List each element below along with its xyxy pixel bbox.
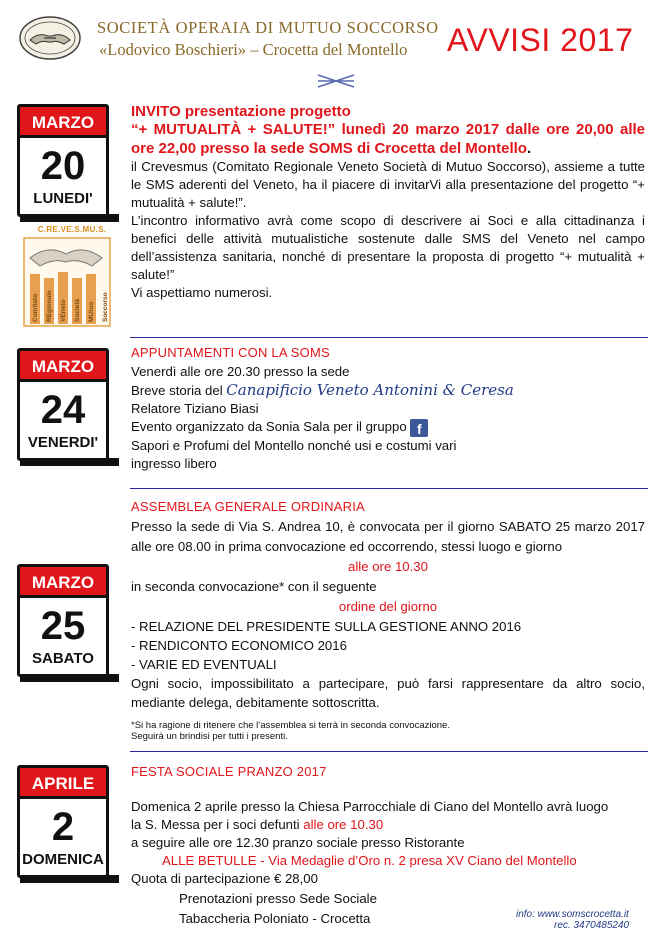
event-line: Venerdì alle ore 20.30 presso la sede (131, 364, 350, 379)
calendar-march-24 (17, 348, 109, 461)
svg-text:MUtuo: MUtuo (88, 301, 95, 322)
facebook-icon[interactable]: f (410, 419, 428, 437)
svg-text:Comitato: Comitato (32, 293, 39, 322)
calendar-weekday: VENERDI' (27, 434, 99, 451)
agenda-title: ordine del giorno (338, 599, 438, 614)
crevesmus-label: C.RE.VE.S.MU.S. (37, 225, 107, 234)
soms-logo (18, 14, 82, 62)
footnote: *Si ha ragione di ritenere che l’assemblea si terrà in seconda convocazione. (131, 720, 450, 731)
event-line-history (131, 381, 645, 400)
calendar-weekday: LUNEDI' (33, 190, 93, 207)
event-body: il Crevesmus (Comitato Regionale Veneto Società di Mutuo Soccorso), assieme a tutte le SMS aderenti del Veneto, ha il piacere di invitarVi alla presentazione del progetto “+ mutualità + salute!”. (131, 159, 645, 210)
calendar-month: MARZO (20, 107, 106, 138)
event-line: Sapori e Profumi del Montello nonché usi e costumi vari (131, 437, 457, 453)
calendar-day: 24 (40, 388, 86, 432)
event-subtitle: “+ MUTUALITÀ + SALUTE!” lunedì 20 marzo 2017 dalle ore 20,00 alle ore 22,00 presso la sede SOMS di Crocetta del Montello. (131, 121, 645, 157)
event-line: Domenica 2 aprile presso la Chiesa Parrocchiale di Ciano del Montello avrà luogo (131, 799, 609, 814)
event-body: Presso la sede di Via S. Andrea 10, è convocata per il giorno SABATO 25 marzo 2017 alle ore 08.00 in prima convocazione ed occorrendo, stessi luogo e giorno (131, 519, 645, 554)
agenda-item: - RENDICONTO ECONOMICO 2016 (131, 638, 347, 653)
event-title: APPUNTAMENTI CON LA SOMS (131, 345, 330, 360)
agenda-item: - RELAZIONE DEL PRESIDENTE SULLA GESTIONE ANNO 2016 (131, 619, 522, 634)
event-mass-text: la S. Messa per i soci defunti (131, 817, 304, 832)
event-organizer (131, 418, 645, 437)
calendar-shadow (20, 674, 119, 682)
canapificio-link: Canapificio Veneto Antonini & Ceresa (226, 381, 514, 399)
svg-text:VEneto: VEneto (60, 299, 67, 322)
footnote: Seguirà un brindisi per tutti i presenti. (131, 731, 288, 742)
event-title: FESTA SOCIALE PRANZO 2017 (131, 764, 327, 779)
org-name: SOCIETÀ OPERAIA DI MUTUO SOCCORSO (97, 18, 439, 37)
event-line: a seguire alle ore 12.30 pranzo sociale presso Ristorante (131, 835, 465, 850)
divider (130, 337, 648, 338)
calendar-day: 20 (40, 144, 86, 188)
divider (130, 751, 648, 752)
agenda-item: - VARIE ED EVENTUALI (131, 657, 277, 672)
calendar-month: APRILE (20, 768, 106, 799)
event-fee: Quota di partecipazione € 28,00 (131, 871, 318, 886)
ornament-icon (316, 72, 356, 90)
divider (130, 488, 648, 489)
event-line: ingresso libero (131, 455, 217, 471)
calendar-month: MARZO (20, 567, 106, 598)
calendar-march-25 (17, 564, 109, 677)
event-invito (131, 103, 645, 302)
svg-text:REgionale: REgionale (46, 290, 53, 322)
calendar-march-20 (17, 104, 109, 217)
svg-text:Società: Società (74, 298, 81, 322)
calendar-april-2 (17, 765, 109, 878)
event-assemblea (131, 499, 645, 742)
event-appuntamenti (131, 345, 645, 473)
event-mass-time: alle ore 10.30 (303, 817, 384, 832)
event-line: in seconda convocazione* con il seguente (131, 579, 377, 594)
event-title: ASSEMBLEA GENERALE ORDINARIA (131, 499, 365, 514)
calendar-day: 2 (51, 805, 75, 849)
event-booking: Prenotazioni presso Sede Sociale (179, 891, 377, 906)
event-title: INVITO presentazione progetto (131, 103, 351, 120)
event-booking: Tabaccheria Poloniato - Crocetta (179, 911, 371, 926)
calendar-month: MARZO (20, 351, 106, 382)
event-speaker: Relatore Tiziano Biasi (131, 401, 259, 416)
event-body-2: L’incontro informativo avrà come scopo di descrivere ai Soci e alla cittadinanza i benefici delle attività mutualistiche sostenute dalle SMS del Veneto nel campo dell’assistenza sanitaria, nonché di presentare la proposta di progetto “+ mutualità + salute!” (131, 213, 645, 282)
event-time-second: alle ore 10.30 (348, 559, 428, 574)
event-festa (131, 764, 645, 928)
event-subtitle-details: lunedì 20 marzo 2017 dalle ore 20,00 alle ore 22,00 presso la sede SOMS di Crocetta del Montello (131, 121, 645, 157)
page-title: AVVISI 2017 (447, 22, 634, 58)
crevesmus-logo (22, 236, 112, 328)
org-subtitle: «Lodovico Boschieri» – Crocetta del Montello (99, 40, 408, 59)
footer-phone: rec. 3470485240 (554, 920, 630, 931)
calendar-weekday: SABATO (32, 650, 94, 667)
calendar-shadow (20, 875, 119, 883)
event-closing: Vi aspettiamo numerosi. (131, 285, 273, 300)
event-delegation: Ogni socio, impossibilitato a partecipare, può farsi rappresentare da altro socio, mediante delega, debitamente sottoscritta. (131, 676, 645, 710)
calendar-weekday: DOMENICA (22, 851, 104, 868)
calendar-day: 25 (40, 604, 86, 648)
calendar-shadow (20, 214, 119, 222)
calendar-shadow (20, 458, 119, 466)
event-mass (131, 816, 645, 834)
event-subtitle-quote: “+ MUTUALITÀ + SALUTE!” (131, 121, 336, 138)
event-organizer-text: Evento organizzato da Sonia Sala per il gruppo (131, 419, 407, 434)
restaurant-address: ALLE BETULLE - Via Medaglie d’Oro n. 2 presa XV Ciano del Montello (162, 853, 577, 868)
event-line-prefix: Breve storia del (131, 383, 227, 398)
svg-text:Soccorso: Soccorso (102, 292, 109, 322)
footer-website[interactable]: info: www.somscrocetta.it (516, 909, 629, 920)
